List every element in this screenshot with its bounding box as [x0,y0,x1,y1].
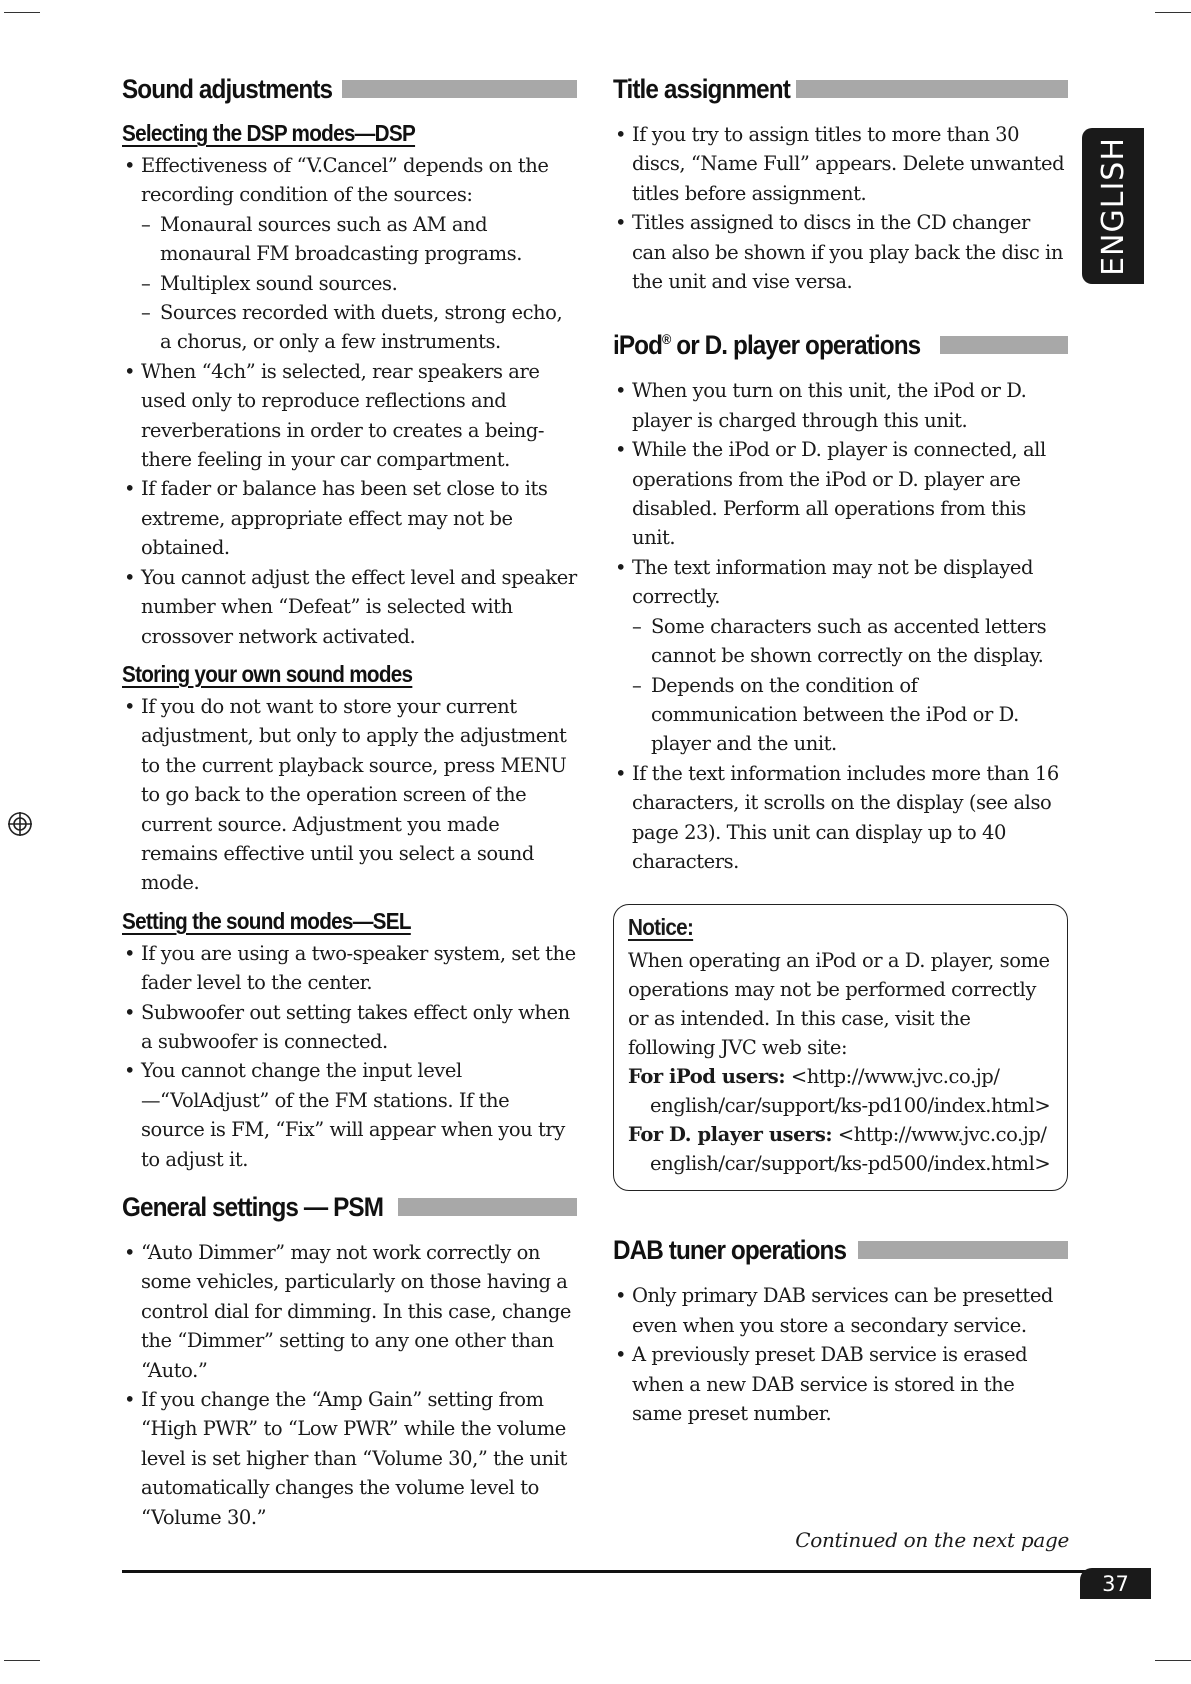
section-header [613,70,1068,108]
section-bar [342,80,577,98]
bullet-list [613,376,1068,876]
section-title: Title assignment [613,73,790,104]
continued-note: Continued on the next page [795,1528,1069,1552]
section-header [122,70,577,108]
subsection-title: Storing your own sound modes [122,660,413,687]
list-item: • If fader or balance has been set close to its extreme, appropriate effect may not be obtained. [122,474,577,562]
section-title: Sound adjustments [122,73,333,104]
sub-list-item: – Sources recorded with duets, strong echo, a chorus, or only a few instruments. [141,298,577,357]
bullet-list [122,939,577,1174]
section-bar [858,1241,1068,1259]
sub-list-item: – Multiplex sound sources. [141,269,577,298]
dplayer-users-url-cont[interactable]: english/car/support/ks-pd500/index.html> [650,1152,1051,1176]
language-label: ENGLISH [1095,136,1131,276]
list-item: • Only primary DAB services can be presetted even when you store a secondary service. [613,1281,1068,1340]
ipod-users-label: For iPod users: [628,1065,786,1089]
crop-mark [1155,12,1191,13]
dplayer-users-label: For D. player users: [628,1123,833,1147]
section-title: General settings — PSM [122,1191,384,1222]
list-item: • While the iPod or D. player is connected, all operations from the iPod or D. player are disabled. Perform all operations from this unit. [613,435,1068,553]
list-item: • If you are using a two-speaker system, set the fader level to the center. [122,939,577,998]
left-column [122,70,577,1532]
list-item: • “Auto Dimmer” may not work correctly on some vehicles, particularly on those having a control dial for dimming. In this case, change the “Dimmer” setting to any one other than “Auto.” [122,1238,577,1385]
bullet-list [122,692,577,898]
bullet-list [613,1281,1068,1428]
list-item: • You cannot adjust the effect level and speaker number when “Defeat” is selected with crossover network activated. [122,563,577,651]
list-item: • When you turn on this unit, the iPod or D. player is charged through this unit. [613,376,1068,435]
crop-mark [4,12,40,13]
dplayer-users-link[interactable] [628,1120,1055,1149]
bullet-list [122,1238,577,1532]
list-item: • The text information may not be displayed correctly. – Some characters such as accented letters cannot be shown correctly on the display. – Depends on the condition of communication between the iPod or D. player and the unit. [613,553,1068,759]
notice-body: When operating an iPod or a D. player, some operations may not be performed correctly or as intended. In this case, visit the following JVC web site: [628,949,1050,1060]
language-tab [1082,128,1144,284]
list-item: • If you try to assign titles to more than 30 discs, “Name Full” appears. Delete unwanted titles before assignment. [613,120,1068,208]
section-header [613,1231,1068,1269]
list-item: • When “4ch” is selected, rear speakers are used only to reproduce reflections and reverberations in order to creates a being-there feeling in your car compartment. [122,357,577,475]
list-item: • If the text information includes more than 16 characters, it scrolls on the display (see also page 23). This unit can display up to 40 characters. [613,759,1068,877]
ipod-users-link[interactable] [628,1062,1055,1091]
list-item: • Effectiveness of “V.Cancel” depends on the recording condition of the sources: – Monaural sources such as AM and monaural FM broadcasting programs. – Multiplex sound sources. – Sources recorded with duets, strong echo, a chorus, or only a few instruments. [122,151,577,357]
right-column [613,70,1068,1428]
sub-list-item: – Monaural sources such as AM and monaural FM broadcasting programs. [141,210,577,269]
page-number-tab [1080,1568,1151,1599]
list-item: • Subwoofer out setting takes effect only when a subwoofer is connected. [122,998,577,1057]
crop-mark [4,1660,40,1661]
section-bar [796,80,1068,98]
dplayer-users-url: <http://www.jvc.co.jp/ [832,1123,1047,1147]
section-title: DAB tuner operations [613,1234,847,1265]
list-item: • If you do not want to store your current adjustment, but only to apply the adjustment to the current playback source, press MENU to go back to the operation screen of the current source. Adjustment you made remains effective until you select a sound mode. [122,692,577,898]
list-item: • Titles assigned to discs in the CD changer can also be shown if you play back the disc in the unit and vise versa. [613,208,1068,296]
page-number: 37 [1102,1571,1129,1596]
bullet-list [122,151,577,651]
list-item: • If you change the “Amp Gain” setting from “High PWR” to “Low PWR” while the volume level is set higher than “Volume 30,” the unit automatically changes the volume level to “Volume 30.” [122,1385,577,1532]
list-item: • You cannot change the input level—“VolAdjust” of the FM stations. If the source is FM, “Fix” will appear when you try to adjust it. [122,1056,577,1174]
section-title: iPod® or D. player operations [613,329,921,360]
subsection-title: Setting the sound modes—SEL [122,907,411,934]
sub-list-item: – Depends on the condition of communication between the iPod or D. player and the unit. [632,671,1068,759]
bullet-list [613,120,1068,296]
ipod-users-url: <http://www.jvc.co.jp/ [785,1065,1000,1089]
subsection-title: Selecting the DSP modes—DSP [122,120,416,146]
list-item: • A previously preset DAB service is erased when a new DAB service is stored in the same preset number. [613,1340,1068,1428]
section-bar [940,336,1068,354]
registration-mark-icon [7,811,33,837]
notice-box [613,904,1068,1191]
section-header [122,1188,577,1226]
section-bar [398,1198,577,1216]
notice-title: Notice: [628,914,694,941]
crop-mark [1155,1660,1191,1661]
sub-list-item: – Some characters such as accented letters cannot be shown correctly on the display. [632,612,1068,671]
section-header [613,326,1068,364]
sub-list [141,210,577,357]
sub-list [632,612,1068,759]
ipod-users-url-cont[interactable]: english/car/support/ks-pd100/index.html> [650,1094,1051,1118]
footer-rule [122,1570,1151,1573]
